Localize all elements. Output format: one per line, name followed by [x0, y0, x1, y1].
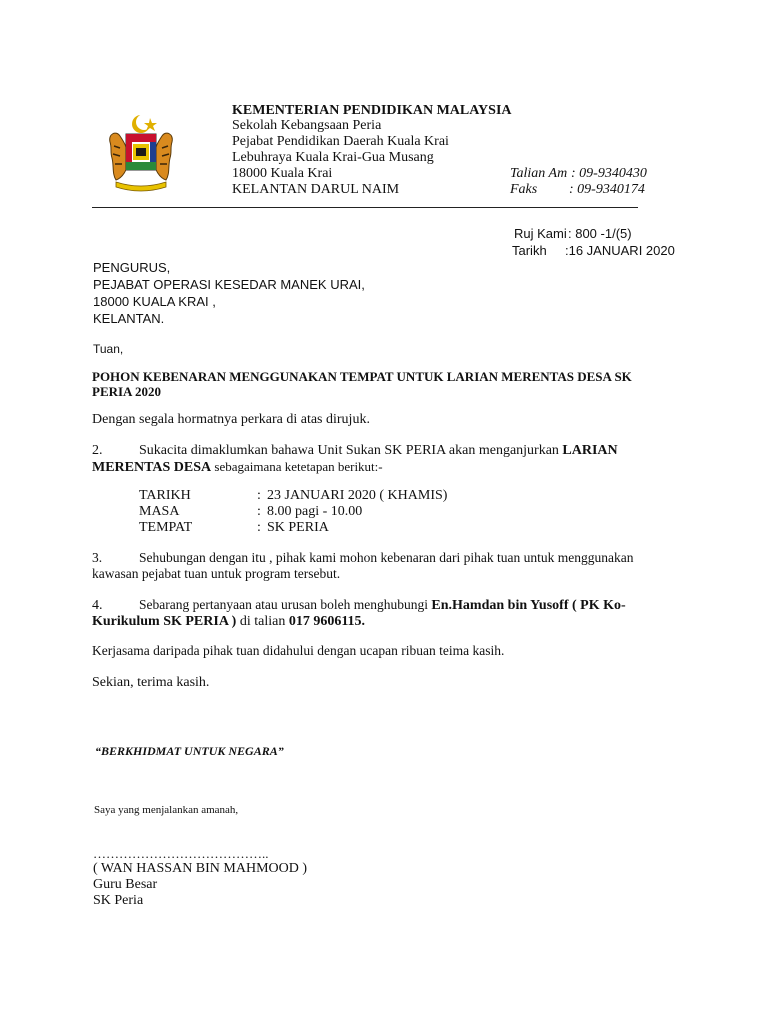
- fax-value: : 09-9340174: [569, 182, 645, 197]
- detail-colon: :: [257, 520, 261, 535]
- date-label: Tarikh: [512, 243, 547, 258]
- address-state: KELANTAN DARUL NAIM: [232, 182, 400, 197]
- fax-label: Faks: [510, 182, 538, 197]
- paragraph-text: Sebarang pertanyaan atau urusan boleh menghubungi: [139, 597, 432, 612]
- salutation: Tuan,: [93, 342, 124, 356]
- amanah-line: Saya yang menjalankan amanah,: [94, 804, 239, 816]
- paragraph-text: Sukacita dimaklumkan bahawa Unit Sukan SK PERIA akan menganjurkan: [139, 443, 563, 458]
- header-divider: [92, 207, 638, 208]
- address-postcode: 18000 Kuala Krai: [232, 166, 333, 181]
- school-name: Sekolah Kebangsaan Peria: [232, 118, 382, 133]
- contact-person: En.Hamdan bin Yusoff ( PK Ko-Kurikulum SK PERIA ): [92, 598, 626, 629]
- paragraph-3: [92, 550, 667, 582]
- detail-row-place: [139, 520, 329, 536]
- ministry-title: KEMENTERIAN PENDIDIKAN MALAYSIA: [232, 103, 512, 118]
- detail-row-date: [139, 488, 447, 504]
- detail-row-time: [139, 504, 362, 520]
- recipient-line: 18000 KUALA KRAI ,: [93, 294, 216, 309]
- paragraph-4: [92, 597, 662, 630]
- detail-colon: :: [257, 504, 261, 519]
- detail-value: 23 JANUARI 2020 ( KHAMIS): [267, 488, 448, 503]
- phone-value: : 09-9340430: [571, 166, 647, 181]
- district-office: Pejabat Pendidikan Daerah Kuala Krai: [232, 134, 449, 149]
- malaysia-coat-of-arms-icon: [106, 112, 176, 194]
- closing-regards: Sekian, terima kasih.: [92, 675, 210, 690]
- paragraph-text: di talian: [236, 614, 289, 629]
- detail-label: TARIKH: [139, 488, 191, 503]
- detail-label: TEMPAT: [139, 520, 193, 535]
- paragraph-number: 2.: [92, 443, 103, 458]
- paragraph-number: 4.: [92, 598, 103, 613]
- signatory-title: Guru Besar: [93, 877, 158, 892]
- detail-label: MASA: [139, 504, 180, 519]
- contact-phone: 017 9606115.: [288, 614, 366, 629]
- paragraph-text: sebagaimana ketetapan berikut:-: [211, 459, 383, 474]
- event-name: LARIAN MERENTAS DESA: [92, 443, 618, 475]
- motto: “BERKHIDMAT UNTUK NEGARA”: [95, 744, 284, 758]
- opening-sentence: Dengan segala hormatnya perkara di atas dirujuk.: [92, 412, 370, 427]
- detail-value: 8.00 pagi - 10.00: [267, 504, 363, 519]
- recipient-line: PEJABAT OPERASI KESEDAR MANEK URAI,: [93, 277, 365, 292]
- phone-label: Talian Am: [510, 166, 568, 181]
- detail-value: SK PERIA: [267, 520, 329, 535]
- address-road: Lebuhraya Kuala Krai-Gua Musang: [232, 150, 434, 165]
- signature-line: …………………………………..: [93, 846, 269, 861]
- paragraph-number: 3.: [92, 550, 103, 565]
- date-value: :16 JANUARI 2020: [565, 243, 675, 258]
- ref-value: : 800 -1/(5): [568, 226, 632, 241]
- recipient-line: PENGURUS,: [93, 260, 171, 275]
- paragraph-2: [92, 443, 667, 476]
- ref-label: Ruj Kami: [514, 226, 567, 241]
- detail-colon: :: [257, 488, 261, 503]
- closing-thanks: Kerjasama daripada pihak tuan didahului dengan ucapan ribuan teima kasih.: [92, 643, 505, 658]
- subject-line: POHON KEBENARAN MENGGUNAKAN TEMPAT UNTUK LARIAN MERENTAS DESA SK PERIA 2020: [92, 369, 632, 399]
- signatory-school: SK Peria: [93, 893, 144, 908]
- paragraph-text: Sehubungan dengan itu , pihak kami mohon kebenaran dari pihak tuan untuk menggunakan kawasan pejabat tuan untuk program tersebut.: [92, 550, 634, 581]
- recipient-line: KELANTAN.: [93, 311, 165, 326]
- signatory-name: ( WAN HASSAN BIN MAHMOOD ): [93, 861, 308, 876]
